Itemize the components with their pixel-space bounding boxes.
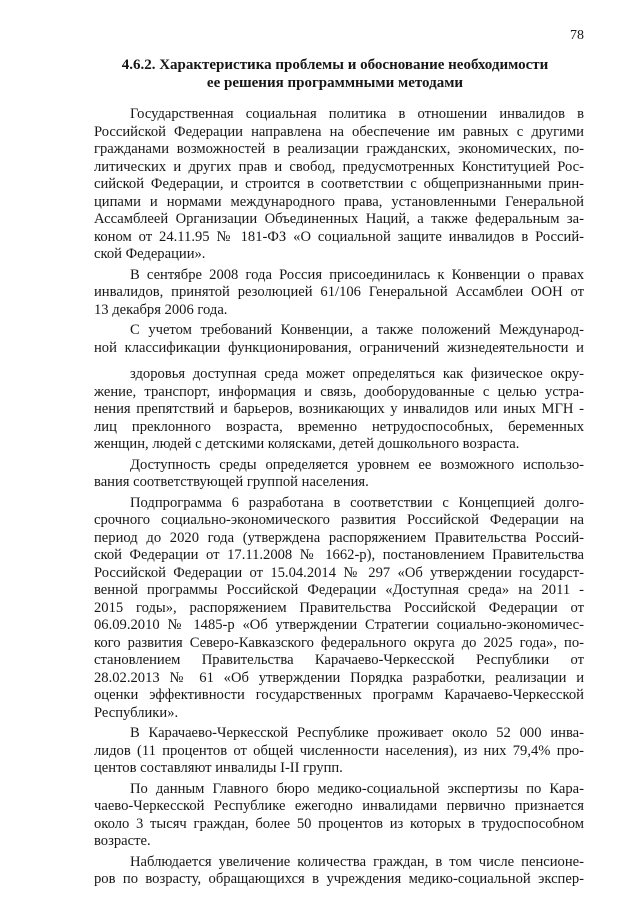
paragraph [94,366,584,454]
text-line: Российской Федерации от 15.04.2014 № 297 «Об утверждении государст- [94,564,584,581]
text-line: 06.09.2010 № 1485-р «Об утверждении Стратегии социально-экономичес- [94,617,584,633]
paragraph [94,457,584,492]
paragraph [94,106,584,264]
text-line: ной классификации функционирования, ограничений жизнедеятельности и [94,339,584,356]
text-line: здоровья доступная среда может определяться как физическое окру- [130,366,584,382]
text-line: Республики». [94,704,179,721]
text-line: Наблюдается увеличение количества граждан, в том числе пенсионе- [130,853,584,870]
text-line: Российской Федерации направлена на обеспечение им равных с другими [94,123,584,140]
text-line: лиц преклонного возраста, временно нетрудоспособных, беременных [94,418,584,435]
text-line: центов составляют инвалиды I-II групп. [94,760,343,776]
paragraph [94,725,584,778]
text-line: Государственная социальная политика в отношении инвалидов в [130,106,584,122]
text-line: вания соответствующей группой населения. [94,474,369,490]
text-line: нения препятствий и барьеров, возникающих у инвалидов или иных МГН - [94,401,584,417]
text-line: Доступность среды определяется уровнем ее возможного использо- [130,456,584,473]
text-line: В Карачаево-Черкесской Республике проживает около 52 000 инва- [130,725,584,741]
text-line: кого развития Северо-Кавказского федерального округа до 2025 года», по- [94,634,584,651]
section-heading-line: ее решения программными методами [206,75,464,91]
text-line: становлением Правительства Карачаево-Черкесской Республики от [94,652,584,668]
document-body [94,106,584,892]
text-line: 13 декабря 2006 года. [94,301,228,318]
section-heading [100,56,570,92]
text-line: ципами и нормами международного права, установленными Генеральной [94,193,584,210]
text-line: срочного социально-экономического развития Российской Федерации на [94,512,584,528]
text-line: ской Федерации». [94,246,206,262]
text-line: 28.02.2013 № 61 «Об утверждении Порядка разработки, реализации и [94,669,584,686]
text-line: В сентябре 2008 года Россия присоединилась к Конвенции о правах [130,266,584,283]
paragraph [94,495,584,723]
text-line: литических и других прав и свобод, предусмотренных Конституцией Рос- [94,158,584,175]
text-line: лидов (11 процентов от общей численности населения), из них 79,4% про- [94,742,584,759]
text-line: Ассамблеей Организации Объединенных Наций, а также федеральным за- [94,211,584,227]
text-line: С учетом требований Конвенции, а также положений Международ- [130,322,584,338]
text-line: 2015 годы», распоряжением Правительства Российской Федерации от [94,599,584,616]
text-line: ской Федерации от 17.11.2008 № 1662-р), постановлением Правительства [94,547,584,563]
paragraph [94,322,584,357]
text-line: коном от 24.11.95 № 181-ФЗ «О социальной защите инвалидов в Россий- [94,228,584,245]
paragraph [94,854,584,889]
section-heading-line: 4.6.2. Характеристика проблемы и обоснование необходимости [121,57,549,73]
page-number: 78 [570,28,584,43]
text-line: Подпрограмма 6 разработана в соответствии с Концепцией долго- [130,494,584,511]
text-line: ров по возрасту, обращающихся в учреждения медико-социальной экспер- [94,871,584,887]
text-line: жение, транспорт, информация и связь, дооборудованные с целью устра- [94,383,584,400]
paragraph [94,781,584,851]
text-line: оценки эффективности государственных программ Карачаево-Черкесской [94,687,584,703]
text-line: возрасте. [94,833,151,849]
text-line: гражданами возможностей в реализации гражданских, экономических, по- [94,141,584,157]
text-line: инвалидов, принятой резолюцией 61/106 Генеральной Ассамблеи ООН от [94,284,584,300]
paragraph [94,267,584,320]
text-line: женщин, людей с детскими колясками, детей дошкольного возраста. [94,436,520,452]
text-line: сийской Федерации, и строится в соответствии с общепризнанными прин- [94,176,584,192]
text-line: период до 2020 года (утверждена распоряжением Правительства Россий- [94,529,584,546]
text-line: венной программы Российской Федерации «Доступная среда» на 2011 - [94,582,584,598]
text-line: По данным Главного бюро медико-социальной экспертизы по Кара- [130,780,584,797]
text-line: около 3 тысяч граждан, более 50 процентов из которых в трудоспособном [94,815,584,832]
text-line: чаево-Черкесской Республике ежегодно инвалидами первично признается [94,798,584,814]
